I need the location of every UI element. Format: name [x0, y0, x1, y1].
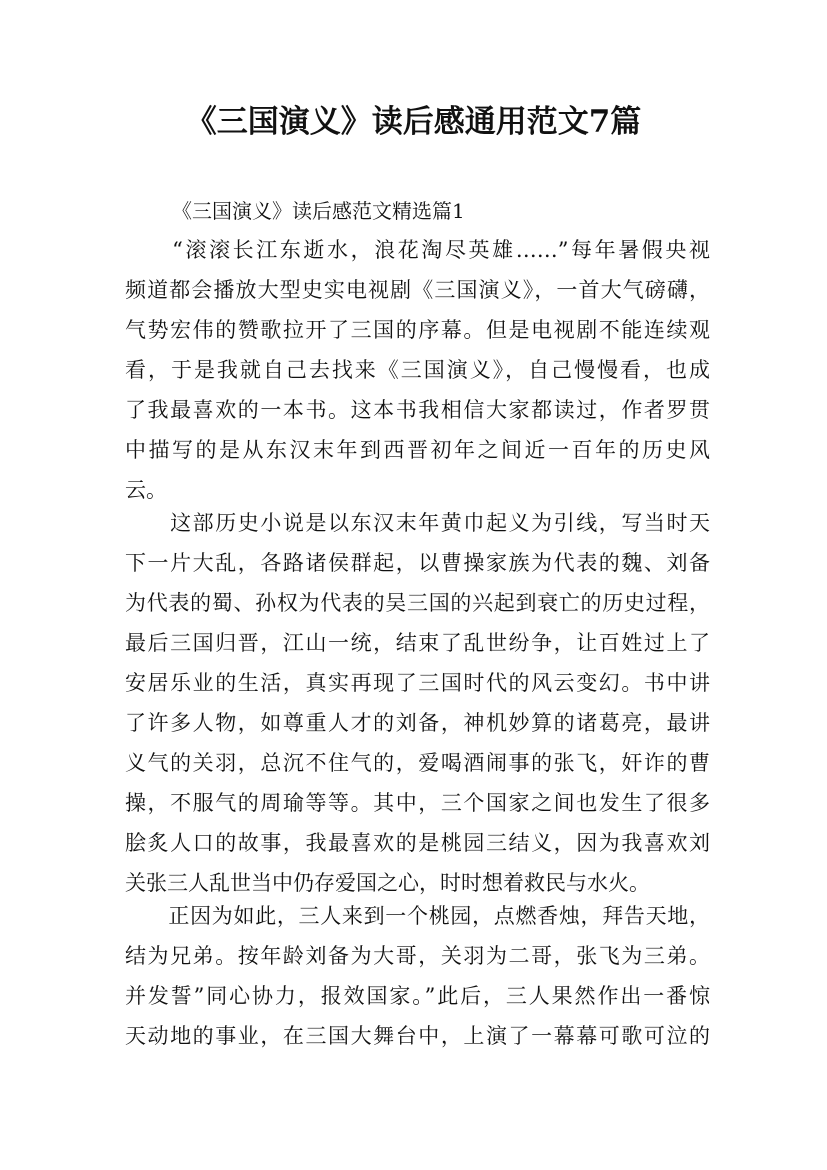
paragraph-line: 正因为如此，三人来到一个桃园，点燃香烛，拜告天地，: [125, 904, 710, 928]
paragraph-line: “滚滚长江东逝水，浪花淘尽英雄……”每年暑假央视: [125, 238, 710, 262]
paragraph-2: [125, 503, 710, 903]
paragraph-line: 频道都会播放大型史实电视剧《三国演义》，一首大气磅礴，: [125, 278, 710, 302]
paragraph-line: 为代表的蜀、孙权为代表的吴三国的兴起到衰亡的历史过程，: [125, 591, 710, 615]
paragraph-line: 中描写的是从东汉末年到西晋初年之间近一百年的历史风: [125, 438, 710, 462]
document-title: 《三国演义》读后感通用范文7篇: [185, 104, 642, 140]
paragraph-line: 最后三国归晋，江山一统，结束了乱世纷争，让百姓过上了: [125, 631, 710, 655]
paragraph-line: 看，于是我就自己去找来《三国演义》，自己慢慢看，也成: [125, 358, 710, 382]
section-heading: 《三国演义》读后感范文精选篇1: [172, 199, 465, 223]
paragraph-line: 并发誓”同心协力，报效国家。”此后，三人果然作出一番惊: [125, 984, 710, 1008]
paragraph-1: [125, 230, 710, 510]
paragraph-line: 下一片大乱，各路诸侯群起，以曹操家族为代表的魏、刘备: [125, 551, 710, 575]
paragraph-line: 了许多人物，如尊重人才的刘备，神机妙算的诸葛亮，最讲: [125, 711, 710, 735]
paragraph-line: 脍炙人口的故事，我最喜欢的是桃园三结义，因为我喜欢刘: [125, 831, 710, 855]
paragraph-line: 操，不服气的周瑜等等。其中，三个国家之间也发生了很多: [125, 791, 710, 815]
paragraph-line: 义气的关羽，总沉不住气的，爱喝酒闹事的张飞，奸诈的曹: [125, 751, 710, 775]
paragraph-line: 关张三人乱世当中仍存爱国之心，时时想着救民与水火。: [125, 871, 650, 895]
paragraph-line: 了我最喜欢的一本书。这本书我相信大家都读过，作者罗贯: [125, 398, 710, 422]
paragraph-3: [125, 896, 710, 1056]
paragraph-line: 云。: [125, 478, 167, 502]
paragraph-line: 安居乐业的生活，真实再现了三国时代的风云变幻。书中讲: [125, 671, 710, 695]
paragraph-line: 结为兄弟。按年龄刘备为大哥，关羽为二哥，张飞为三弟。: [125, 944, 710, 968]
paragraph-line: 天动地的事业，在三国大舞台中，上演了一幕幕可歌可泣的: [125, 1024, 710, 1048]
paragraph-line: 气势宏伟的赞歌拉开了三国的序幕。但是电视剧不能连续观: [125, 318, 710, 342]
paragraph-line: 这部历史小说是以东汉末年黄巾起义为引线，写当时天: [125, 511, 710, 535]
